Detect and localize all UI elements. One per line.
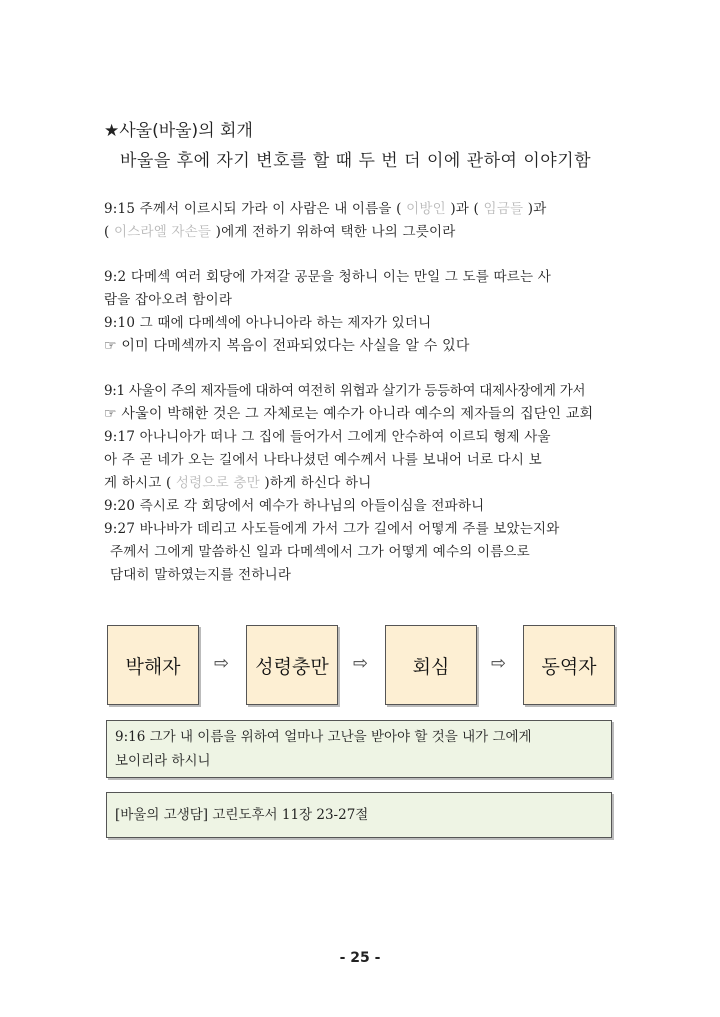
- conversion-flow-diagram: [0, 625, 720, 705]
- verse-line: 9:1 사울이 주의 제자들에 대하여 여전히 위협과 살기가 등등하여 대제사장에게 가서: [104, 383, 586, 399]
- flow-step-conversion: 회심: [385, 625, 477, 705]
- verse-text: 게 하시고 (: [104, 475, 172, 491]
- commentary-note: ☞ 이미 다메섹까지 복음이 전파되었다는 사실을 알 수 있다: [104, 338, 470, 354]
- fill-blank-answer: 임금들: [483, 201, 524, 217]
- fill-blank-answer: 성령으로 충만: [175, 475, 260, 491]
- paragraph-verse-9-15: [104, 198, 624, 244]
- text-line: [104, 221, 624, 244]
- verse-9-16-box: [106, 720, 612, 778]
- verse-text: 9:15 주께서 이르시되 가라 이 사람은 내 이름을 (: [104, 201, 402, 217]
- section-heading: ★사울(바울)의 회개: [104, 121, 253, 141]
- flow-arrow-icon: ⇨: [491, 653, 507, 674]
- flow-step-coworker: 동역자: [523, 625, 615, 705]
- verse-text: )과: [527, 201, 547, 217]
- verse-text: )하게 하신다 하니: [264, 475, 372, 491]
- verse-line: 보이리라 하시니: [115, 753, 211, 769]
- flow-arrow-icon: ⇨: [214, 653, 230, 674]
- text-line: [104, 198, 624, 221]
- paragraph-conversion: [104, 380, 624, 587]
- page-number: - 25 -: [339, 950, 381, 966]
- verse-line: 9:20 즉시로 각 회당에서 예수가 하나님의 아들이심을 전파하니: [104, 498, 485, 514]
- verse-line: 담대히 말하였는지를 전하니라: [110, 567, 292, 583]
- flow-step-persecutor: 박해자: [107, 625, 199, 705]
- section-subheading: 바울을 후에 자기 변호를 할 때 두 번 더 이에 관하여 이야기함: [120, 151, 592, 171]
- flow-step-spirit-filled: 성령충만: [246, 625, 338, 705]
- verse-line: 9:27 바나바가 데리고 사도들에게 가서 그가 길에서 어떻게 주를 보았는지와: [104, 521, 560, 537]
- paragraph-damascus: [104, 266, 624, 358]
- flow-arrow-icon: ⇨: [353, 653, 369, 674]
- reference-text: [바울의 고생담] 고린도후서 11장 23-27절: [115, 807, 369, 823]
- reference-box: [106, 792, 612, 838]
- commentary-note: ☞ 사울이 박해한 것은 그 자체로는 예수가 아니라 예수의 제자들의 집단인 교회: [104, 406, 594, 422]
- verse-text: )에게 전하기 위하여 택한 나의 그릇이라: [215, 224, 456, 240]
- verse-line: 9:16 그가 내 이름을 위하여 얼마나 고난을 받아야 할 것을 내가 그에게: [115, 729, 532, 745]
- verse-text: (: [104, 224, 110, 240]
- verse-line: 아 주 곧 네가 오는 길에서 나타나셨던 예수께서 나를 보내어 너로 다시 보: [104, 452, 542, 468]
- verse-text: )과 (: [450, 201, 480, 217]
- verse-line: 9:2 다메섹 여러 회당에 가져갈 공문을 청하니 이는 만일 그 도를 따르는 사: [104, 269, 551, 285]
- fill-blank-answer: 이방인: [406, 201, 446, 217]
- text-line: [104, 472, 624, 495]
- verse-line: 9:10 그 때에 다메섹에 아나니아라 하는 제자가 있더니: [104, 315, 432, 331]
- verse-line: 9:17 아나니아가 떠나 그 집에 들어가서 그에게 안수하여 이르되 형제 사울: [104, 429, 551, 445]
- fill-blank-answer: 이스라엘 자손들: [113, 224, 212, 240]
- verse-line: 람을 잡아오려 함이라: [104, 292, 233, 308]
- verse-line: 주께서 그에게 말씀하신 일과 다메섹에서 그가 어떻게 예수의 이름으로: [110, 544, 530, 560]
